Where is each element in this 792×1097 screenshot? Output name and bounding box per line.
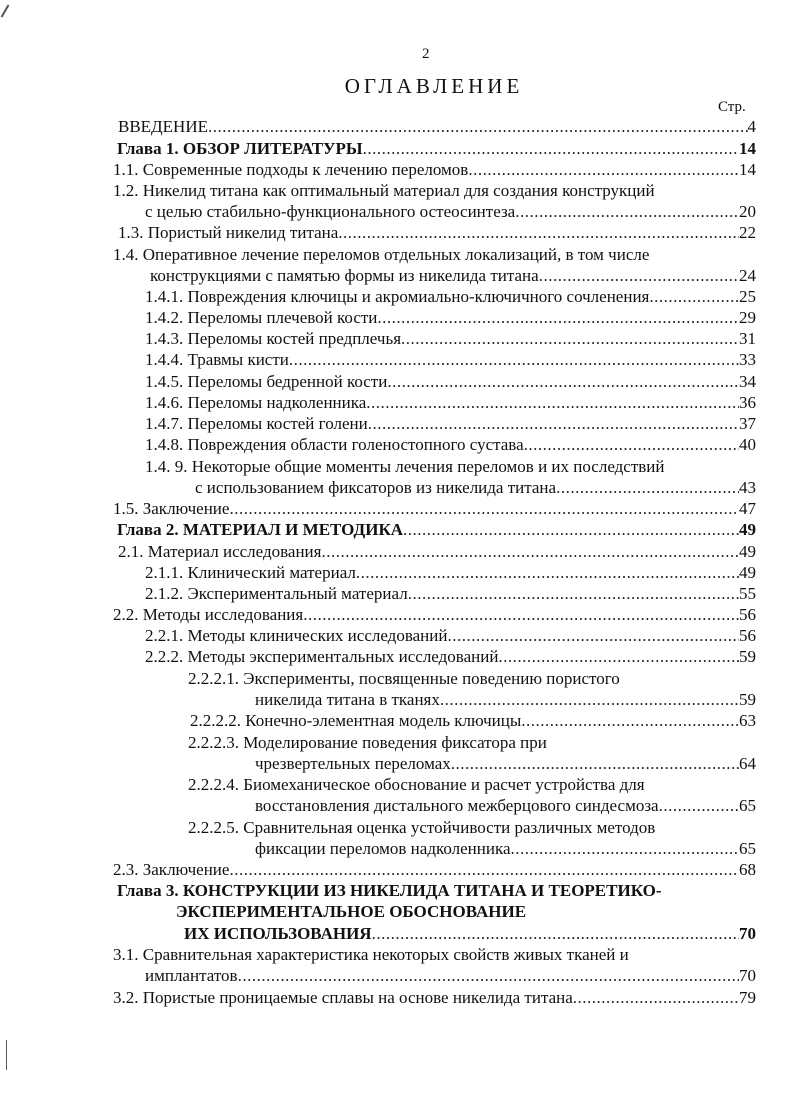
toc-entry-page: 64	[739, 754, 756, 773]
toc-entry-page: 63	[739, 711, 756, 730]
toc-entry	[145, 562, 756, 584]
leader-dots	[649, 286, 739, 308]
toc-entry	[145, 349, 756, 371]
toc-entry-title: 1.4.3. Переломы костей предплечья	[145, 329, 402, 348]
toc-entry	[255, 689, 756, 711]
toc-entry	[117, 519, 756, 541]
toc-entry-page: 4	[747, 117, 756, 136]
toc-entry-title: 1.4.6. Переломы надколенника	[145, 393, 367, 412]
toc-entry-page: 70	[739, 966, 756, 985]
leader-dots	[468, 159, 739, 181]
toc-entry-title: 2.2.2.1. Эксперименты, посвященные поведению пористого	[188, 669, 620, 688]
toc-entry-title: Глава 3. КОНСТРУКЦИИ ИЗ НИКЕЛИДА ТИТАНА И ТЕОРЕТИКО-	[117, 881, 662, 900]
toc-entry-page: 43	[739, 478, 756, 497]
toc-entry-title: имплантатов	[145, 966, 238, 985]
leader-dots	[573, 987, 739, 1009]
toc-entry-title: 1.3. Пористый никелид титана	[118, 223, 339, 242]
toc-entry	[255, 795, 756, 817]
toc-entry-title: восстановления дистального межберцового синдесмоза	[255, 796, 659, 815]
toc-entry-title: 1.4. 9. Некоторые общие моменты лечения переломов и их последствий	[145, 457, 665, 476]
toc-entry-title: конструкциями с памятью формы из никелида титана	[150, 266, 539, 285]
toc-entry	[113, 159, 756, 181]
toc-entry	[113, 604, 756, 626]
toc-entry-page: 56	[739, 626, 756, 645]
toc-entry-title: Глава 2. МАТЕРИАЛ И МЕТОДИКА	[117, 520, 404, 539]
toc-entry-title: 2.2.2.2. Конечно-элементная модель ключицы	[190, 711, 522, 730]
leader-dots	[238, 965, 739, 987]
toc-entry	[118, 222, 756, 244]
leader-dots	[387, 371, 739, 393]
toc-entry	[145, 201, 756, 223]
toc-entry	[113, 498, 756, 520]
toc-entry-page: 55	[739, 584, 756, 603]
toc-entry	[113, 987, 756, 1009]
toc-entry-title: 1.4.1. Повреждения ключицы и акромиально-ключичного сочленения	[145, 287, 650, 306]
toc-entry	[118, 541, 756, 563]
toc-entry-page: 49	[739, 542, 756, 561]
toc-entry-title: 3.1. Сравнительная характеристика некоторых свойств живых тканей и	[113, 945, 629, 964]
toc-entry	[195, 477, 756, 499]
toc-entry-title: Глава 1. ОБЗОР ЛИТЕРАТУРЫ	[117, 139, 363, 158]
toc-entry-page: 24	[739, 266, 756, 285]
toc-entry-title: 2.1.2. Экспериментальный материал	[145, 584, 408, 603]
leader-dots	[229, 498, 739, 520]
toc-entry-title: 1.4.4. Травмы кисти	[145, 350, 289, 369]
toc-entry	[145, 286, 756, 308]
toc-entry	[145, 328, 756, 350]
leader-dots	[208, 116, 748, 138]
toc-entry	[190, 710, 756, 732]
toc-entry-page: 65	[739, 796, 756, 815]
leader-dots	[338, 222, 739, 244]
toc-entry-title: 1.1. Современные подходы к лечению переломов	[113, 160, 469, 179]
toc-entry	[117, 138, 756, 160]
leader-dots	[524, 434, 739, 456]
leader-dots	[408, 583, 739, 605]
toc-entry-page: 22	[739, 223, 756, 242]
toc-entry-page: 20	[739, 202, 756, 221]
leader-dots	[515, 201, 739, 223]
toc-entry-title: 2.2.2.3. Моделирование поведения фиксатора при	[188, 733, 547, 752]
toc-entry	[255, 753, 756, 775]
toc-entry-title: 1.4.5. Переломы бедренной кости	[145, 372, 388, 391]
toc-entry-title: чрезвертельных переломах	[255, 754, 451, 773]
toc-entry-title: фиксации переломов надколенника	[255, 839, 511, 858]
leader-dots	[556, 477, 739, 499]
toc-entry-title: ИХ ИСПОЛЬЗОВАНИЯ	[184, 924, 372, 943]
leader-dots	[521, 710, 739, 732]
leader-dots	[498, 646, 739, 668]
leader-dots	[321, 541, 739, 563]
toc-entry-title: 1.4.8. Повреждения области голеностопного сустава	[145, 435, 524, 454]
toc-entry-title: 2.3. Заключение	[113, 860, 230, 879]
toc-entry-title: 2.1.1. Клинический материал	[145, 563, 356, 582]
leader-dots	[366, 392, 739, 414]
leader-dots	[303, 604, 739, 626]
leader-dots	[289, 349, 739, 371]
toc-entry-title: 1.2. Никелид титана как оптимальный материал для создания конструкций	[113, 181, 655, 200]
toc-entry-page: 47	[739, 499, 756, 518]
leader-dots	[229, 859, 739, 881]
toc-entry-page: 49	[739, 563, 756, 582]
toc-entry-title: ЭКСПЕРИМЕНТАЛЬНОЕ ОБОСНОВАНИЕ	[176, 902, 527, 921]
toc-entry-title: 1.4.2. Переломы плечевой кости	[145, 308, 378, 327]
toc-entry-page: 49	[739, 520, 756, 539]
scan-artifact	[6, 1040, 7, 1070]
toc-entry-title: 2.2.2. Методы экспериментальных исследований	[145, 647, 499, 666]
toc-entry-page: 25	[739, 287, 756, 306]
toc-entry	[145, 965, 756, 987]
toc-entry-page: 36	[739, 393, 756, 412]
toc-entry-title: 2.2.1. Методы клинических исследований	[145, 626, 448, 645]
toc-entry-title: никелида титана в тканях	[255, 690, 440, 709]
toc-entry-page: 37	[739, 414, 756, 433]
toc-entry	[118, 116, 756, 138]
page-column-label: Стр.	[718, 99, 746, 115]
leader-dots	[440, 689, 739, 711]
toc-entry	[145, 583, 756, 605]
toc-entry-title: с целью стабильно-функционального остеосинтеза	[145, 202, 516, 221]
leader-dots	[451, 753, 739, 775]
toc-entry-page: 29	[739, 308, 756, 327]
leader-dots	[368, 413, 739, 435]
toc-entry	[145, 392, 756, 414]
toc-entry	[145, 413, 756, 435]
toc-entry-title: 2.2.2.4. Биомеханическое обоснование и расчет устройства для	[188, 775, 645, 794]
leader-dots	[447, 625, 739, 647]
toc-entry	[184, 923, 756, 945]
toc-entry-title: 1.4.7. Переломы костей голени	[145, 414, 368, 433]
toc-entry-title: 2.2. Методы исследования	[113, 605, 304, 624]
leader-dots	[377, 307, 739, 329]
toc-entry-page: 59	[739, 690, 756, 709]
toc-entry-title: 1.4. Оперативное лечение переломов отдельных локализаций, в том числе	[113, 245, 650, 264]
leader-dots	[356, 562, 739, 584]
document-title: ОГЛАВЛЕНИЕ	[344, 74, 524, 98]
toc-entry	[145, 307, 756, 329]
toc-entry	[255, 838, 756, 860]
leader-dots	[363, 138, 739, 160]
toc-entry-title: ВВЕДЕНИЕ	[118, 117, 208, 136]
leader-dots	[511, 838, 739, 860]
toc-entry-page: 14	[739, 139, 756, 158]
toc-entry-title: 3.2. Пористые проницаемые сплавы на основе никелида титана	[113, 988, 573, 1007]
toc-entry-page: 14	[739, 160, 756, 179]
toc-entry-title: 2.1. Материал исследования	[118, 542, 322, 561]
toc-entry-page: 70	[739, 924, 756, 943]
leader-dots	[403, 519, 739, 541]
toc-entry	[150, 265, 756, 287]
leader-dots	[539, 265, 739, 287]
toc-entry-title: с использованием фиксаторов из никелида титана	[195, 478, 557, 497]
toc-entry-title: 2.2.2.5. Сравнительная оценка устойчивости различных методов	[188, 818, 656, 837]
toc-entry-page: 59	[739, 647, 756, 666]
leader-dots	[401, 328, 739, 350]
toc-entry-page: 33	[739, 350, 756, 369]
toc-entry-page: 65	[739, 839, 756, 858]
toc-entry	[145, 371, 756, 393]
toc-entry	[145, 646, 756, 668]
page-number: 2	[422, 46, 430, 62]
toc-entry	[113, 859, 756, 881]
toc-entry-page: 40	[739, 435, 756, 454]
toc-entry-title: 1.5. Заключение	[113, 499, 230, 518]
toc-entry-page: 79	[739, 988, 756, 1007]
toc-entry-page: 56	[739, 605, 756, 624]
toc-entry	[145, 625, 756, 647]
leader-dots	[372, 923, 739, 945]
toc-entry-page: 68	[739, 860, 756, 879]
leader-dots	[659, 795, 739, 817]
toc-entry	[145, 434, 756, 456]
toc-entry-page: 31	[739, 329, 756, 348]
toc-entry-page: 34	[739, 372, 756, 391]
